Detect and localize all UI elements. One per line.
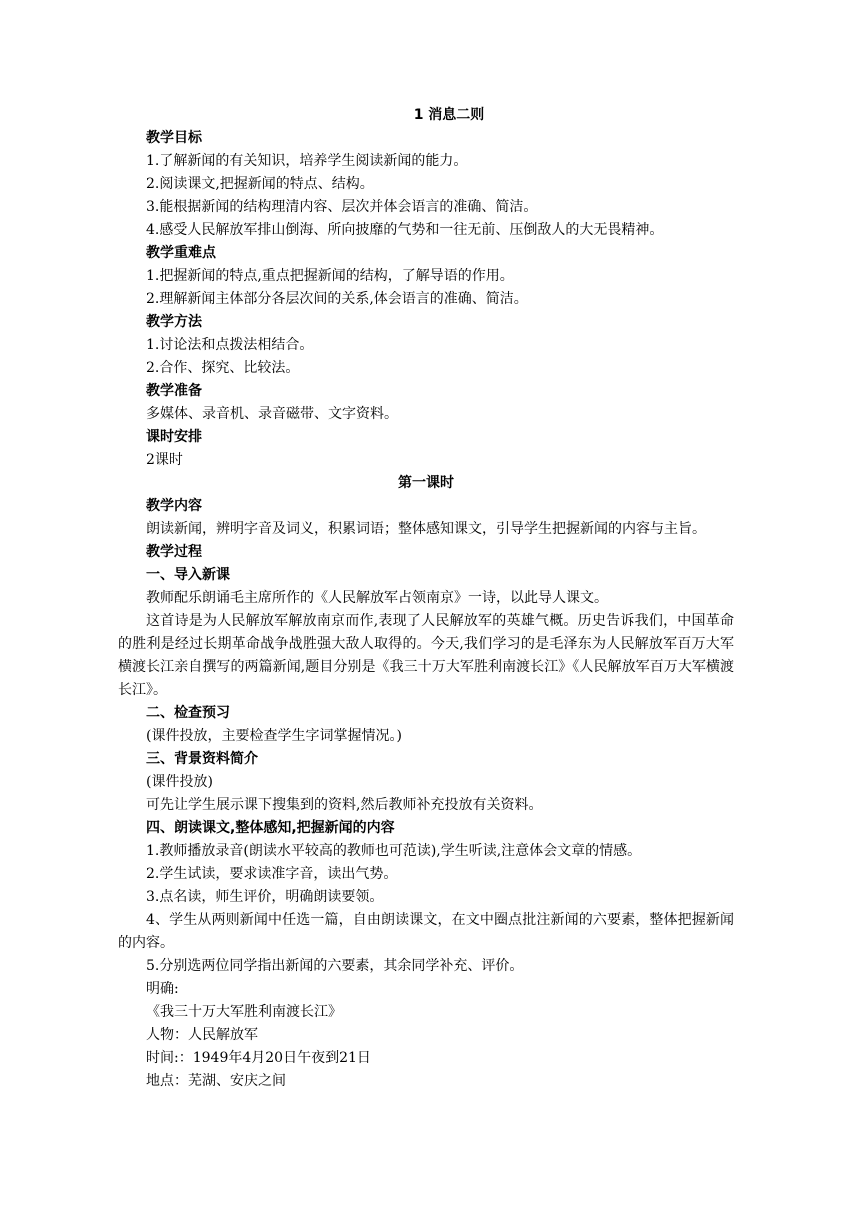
- keypoint-item: 1.把握新闻的特点,重点把握新闻的结构，了解导语的作用。: [146, 268, 514, 284]
- schedule-heading: 课时安排: [146, 429, 202, 445]
- document-page: [118, 104, 734, 1093]
- list-item: 5.分别选两位同学指出新闻的六要素，其余同学补充、评价。: [146, 958, 524, 974]
- schedule-text: 2课时: [146, 452, 183, 468]
- paragraph: 教师配乐朗诵毛主席所作的《人民解放军占领南京》一诗，以此导人课文。: [146, 590, 608, 606]
- element-time: 时间:：1949年4月20日午夜到21日: [146, 1050, 371, 1066]
- paragraph: 这首诗是为人民解放军解放南京而作,表现了人民解放军的英雄气概。历史告诉我们，中国革命的胜利是经过长期革命战争战胜强大敌人取得的。今天,我们学习的是毛泽东为人民解放军百万大军横渡长江亲自撰写的两篇新闻,题目分别是《我三十万大军胜利南渡长江》《人民解放军百万大军横渡长江》。: [118, 613, 734, 698]
- section-heading: 三、背景资料简介: [146, 751, 258, 767]
- section-heading: 二、检查预习: [146, 705, 230, 721]
- section-heading: 一、导入新课: [146, 567, 230, 583]
- method-item: 2.合作、探究、比较法。: [146, 360, 300, 376]
- prep-heading: 教学准备: [146, 383, 202, 399]
- paragraph: (课件投放): [146, 774, 213, 790]
- prep-text: 多媒体、录音机、录音磁带、文字资料。: [146, 406, 398, 422]
- section-heading: 四、朗读课文,整体感知,把握新闻的内容: [146, 820, 395, 836]
- paragraph: 可先让学生展示课下搜集到的资料,然后教师补充投放有关资料。: [146, 797, 543, 813]
- process-heading: 教学过程: [146, 544, 202, 560]
- clarify-label: 明确:: [146, 981, 179, 997]
- list-item: 1.教师播放录音(朗读水平较高的教师也可范读),学生听读,注意体会文章的情感。: [146, 843, 642, 859]
- content-heading: 教学内容: [146, 498, 202, 514]
- list-item: 4、学生从两则新闻中任选一篇，自由朗读课文，在文中圈点批注新闻的六要素，整体把握新闻的内容。: [118, 912, 734, 951]
- news-title: 《我三十万大军胜利南渡长江》: [146, 1004, 342, 1020]
- methods-heading: 教学方法: [146, 314, 202, 330]
- method-item: 1.讨论法和点拨法相结合。: [146, 337, 314, 353]
- keypoint-item: 2.理解新闻主体部分各层次间的关系,体会语言的准确、简洁。: [146, 291, 528, 307]
- document-title: 1 消息二则: [413, 107, 485, 123]
- element-place: 地点：芜湖、安庆之间: [146, 1073, 286, 1089]
- paragraph: (课件投放，主要检查学生字词掌握情况。): [146, 728, 402, 744]
- objectives-heading: 教学目标: [146, 130, 202, 146]
- lesson-title: 第一课时: [398, 475, 454, 491]
- objective-item: 1.了解新闻的有关知识，培养学生阅读新闻的能力。: [146, 153, 468, 169]
- element-people: 人物：人民解放军: [146, 1027, 258, 1043]
- objective-item: 3.能根据新闻的结构理清内容、层次并体会语言的准确、简洁。: [146, 199, 538, 215]
- list-item: 3.点名读，师生评价，明确朗读要领。: [146, 889, 384, 905]
- content-text: 朗读新闻，辨明字音及词义，积累词语；整体感知课文，引导学生把握新闻的内容与主旨。: [146, 521, 706, 537]
- list-item: 2.学生试读，要求读准字音，读出气势。: [146, 866, 398, 882]
- objective-item: 2.阅读课文,把握新闻的特点、结构。: [146, 176, 374, 192]
- objective-item: 4.感受人民解放军排山倒海、所向披靡的气势和一往无前、压倒敌人的大无畏精神。: [146, 222, 664, 238]
- keypoints-heading: 教学重难点: [146, 245, 216, 261]
